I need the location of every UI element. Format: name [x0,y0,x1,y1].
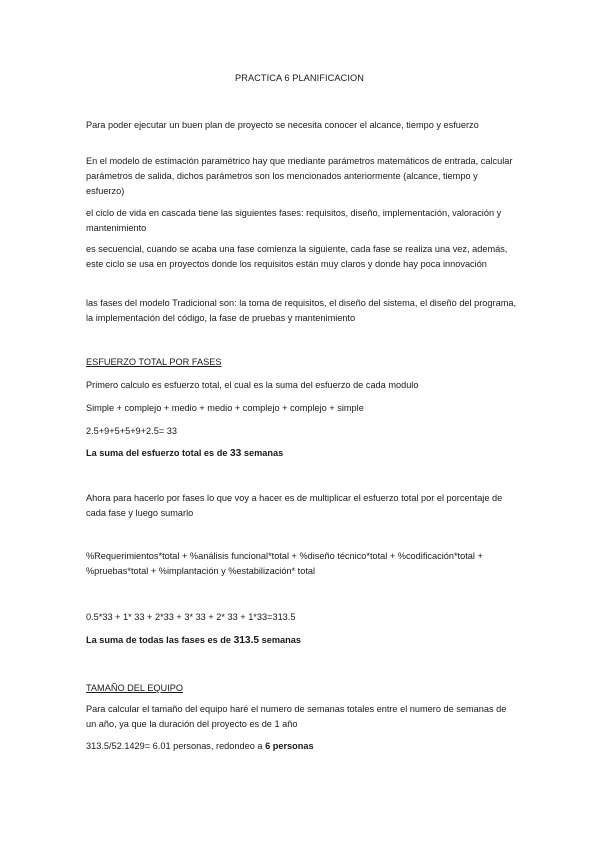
section-heading-esfuerzo: ESFUERZO TOTAL POR FASES [86,357,222,367]
esfuerzo-paragraph-1: Primero calculo es esfuerzo total, el cual es la suma del esfuerzo de cada modulo [86,380,419,390]
result-text: La suma de todas las fases es de [86,635,234,645]
equipo-result [86,739,516,754]
intro-paragraph-1: Para poder ejecutar un buen plan de proyecto se necesita conocer el alcance, tiempo y esfuerzo [86,120,479,130]
equipo-paragraph-1: Para calcular el tamaño del equipo haré el numero de semanas totales entre el numero de semanas de un año, ya que la duración del proyecto es de 1 año [86,704,507,729]
fases-total-result [86,633,516,648]
esfuerzo-sum-values: 2.5+9+5+5+9+2.5= 33 [86,426,177,436]
esfuerzo-formula-modules: Simple + complejo + medio + medio + complejo + complejo + simple [86,403,364,413]
result-unit: semanas [241,448,284,458]
equipo-calculation: 313.5/52.1429= 6.01 personas, redondeo a [86,741,266,751]
result-value: 313.5 [233,635,260,646]
intro-paragraph-2: En el modelo de estimación paramétrico hay que mediante parámetros matemáticos de entrada, calcular parámetros de salida, dichos parámetros son los mencionados anteriormente (alcance, tiempo y esfuerzo) [86,156,513,196]
esfuerzo-total-result [86,446,516,461]
result-unit: semanas [259,635,301,645]
esfuerzo-paragraph-fases: Ahora para hacerlo por fases lo que voy a hacer es de multiplicar el esfuerzo total por el porcentaje de cada fase y luego sumarlo [86,493,503,518]
fases-calculation: 0.5*33 + 1* 33 + 2*33 + 3* 33 + 2* 33 + 1*33=313.5 [86,612,296,622]
document-title: PRACTICA 6 PLANIFICACION [234,73,364,83]
intro-paragraph-3: el ciclo de vida en cascada tiene las siguientes fases: requisitos, diseño, implementación, valoración y mantenimiento [86,208,502,233]
result-value: 33 [229,448,242,459]
equipo-result-bold: 6 personas [265,741,314,751]
intro-paragraph-5: las fases del modelo Tradicional son: la toma de requisitos, el diseño del sistema, el diseño del programa, la implementación del código, la fase de pruebas y mantenimiento [86,298,517,323]
intro-paragraph-4: es secuencial, cuando se acaba una fase comienza la siguiente, cada fase se realiza una vez, además, este ciclo se usa en proyectos donde los requisitos están muy claros y donde hay poca innovación [86,244,508,269]
section-heading-equipo: TAMAÑO DEL EQUIPO [86,683,183,693]
fases-formula: %Requerimientos*total + %análisis funcional*total + %diseño técnico*total + %codificación*total + %pruebas*total + %implantación y %estabilización* total [86,551,483,576]
result-text: La suma del esfuerzo total es de [86,448,230,458]
